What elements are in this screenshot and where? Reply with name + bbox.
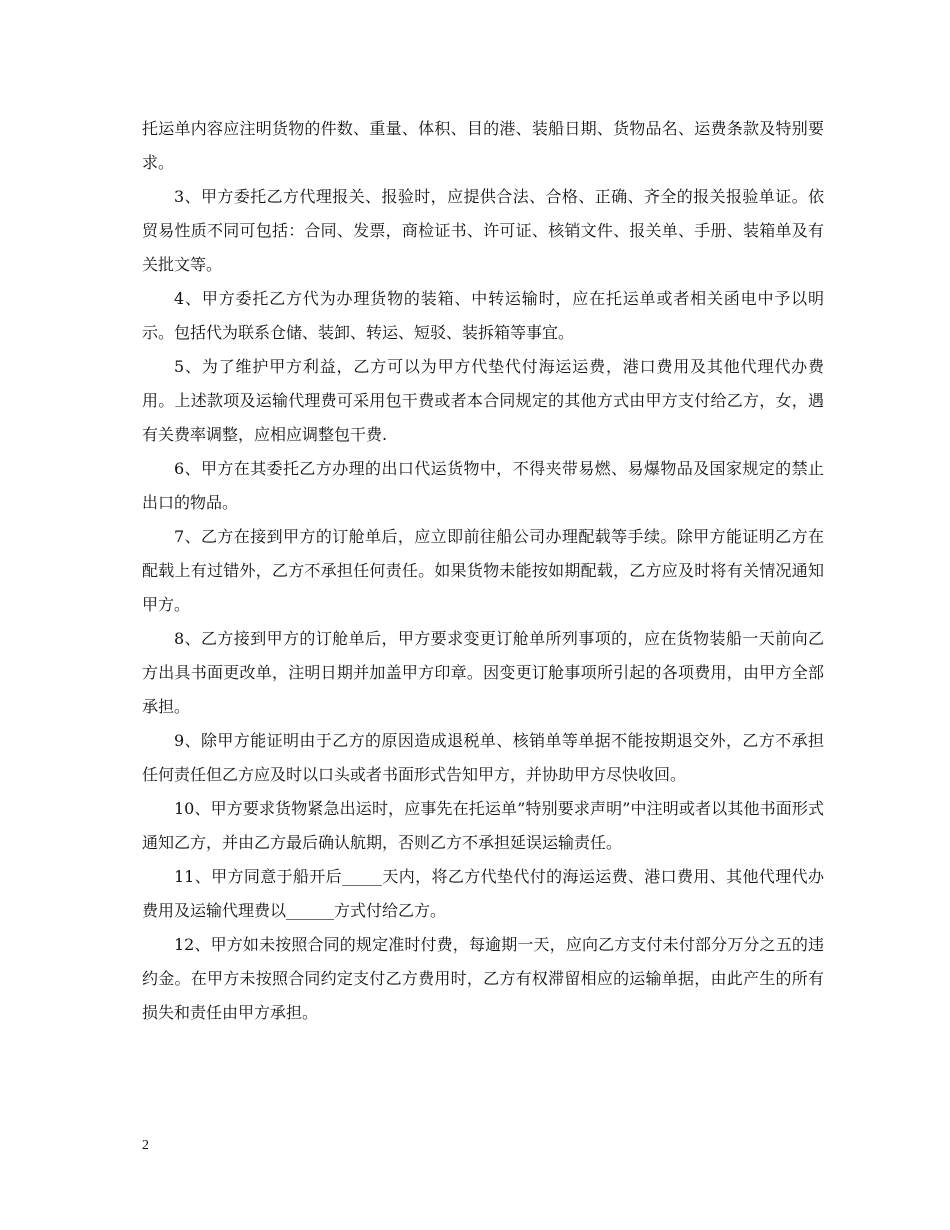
- paragraph-continuation: 托运单内容应注明货物的件数、重量、体积、目的港、装船日期、货物品名、运费条款及特别要求。: [142, 119, 824, 172]
- paragraph-clause-6: 6、甲方在其委托乙方办理的出口代运货物中，不得夹带易燃、易爆物品及国家规定的禁止出口的物品。: [142, 459, 824, 512]
- document-body: [142, 112, 824, 1030]
- paragraph-clause-5: 5、为了维护甲方利益，乙方可以为甲方代垫代付海运运费，港口费用及其他代理代办费用。上述款项及运输代理费可采用包干费或者本合同规定的其他方式由甲方支付给乙方，女，遇有关费率调整，应相应调整包干费.: [142, 357, 824, 444]
- paragraph-clause-3: 3、甲方委托乙方代理报关、报验时，应提供合法、合格、正确、齐全的报关报验单证。依贸易性质不同可包括：合同、发票，商检证书、许可证、核销文件、报关单、手册、装箱单及有关批文等。: [142, 187, 824, 274]
- page-number: 2: [142, 1138, 149, 1153]
- paragraph-clause-7: 7、乙方在接到甲方的订舱单后，应立即前往船公司办理配载等手续。除甲方能证明乙方在配载上有过错外，乙方不承担任何责任。如果货物未能按如期配载，乙方应及时将有关情况通知甲方。: [142, 527, 824, 614]
- paragraph-clause-9: 9、除甲方能证明由于乙方的原因造成退税单、核销单等单据不能按期退交外，乙方不承担任何责任但乙方应及时以口头或者书面形式告知甲方，并协助甲方尽快收回。: [142, 731, 824, 784]
- paragraph-clause-12: 12、甲方如未按照合同的规定准时付费，每逾期一天，应向乙方支付未付部分万分之五的违约金。在甲方未按照合同约定支付乙方费用时，乙方有权滞留相应的运输单据，由此产生的所有损失和责任由甲方承担。: [142, 935, 824, 1022]
- paragraph-clause-8: 8、乙方接到甲方的订舱单后，甲方要求变更订舱单所列事项的，应在货物装船一天前向乙方出具书面更改单，注明日期并加盖甲方印章。因变更订舱事项所引起的各项费用，由甲方全部承担。: [142, 629, 824, 716]
- paragraph-clause-11: 11、甲方同意于船开后_____天内，将乙方代垫代付的海运运费、港口费用、其他代理代办费用及运输代理费以______方式付给乙方。: [142, 867, 824, 920]
- paragraph-clause-4: 4、甲方委托乙方代为办理货物的装箱、中转运输时，应在托运单或者相关函电中予以明示。包括代为联系仓储、装卸、转运、短驳、装拆箱等事宜。: [142, 289, 824, 342]
- paragraph-clause-10: 10、甲方要求货物紧急出运时，应事先在托运单”特别要求声明”中注明或者以其他书面形式通知乙方，并由乙方最后确认航期，否则乙方不承担延误运输责任。: [142, 799, 824, 852]
